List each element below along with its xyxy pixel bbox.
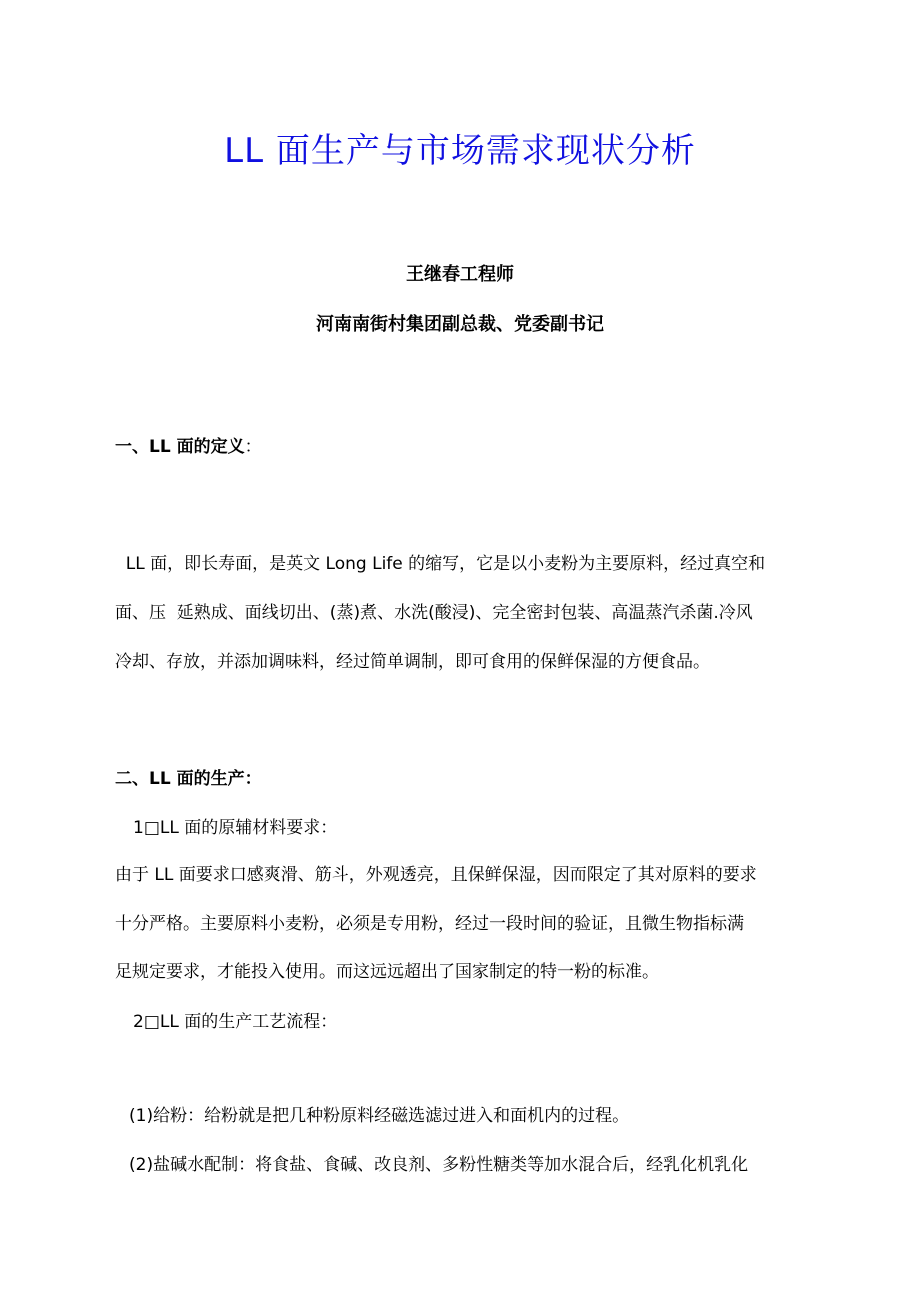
section-heading-definition [115, 434, 262, 460]
subsection-label: 1□LL 面的原辅材料要求： [133, 818, 338, 838]
paragraph-line: LL 面，即长寿面，是英文 Long Life 的缩写，它是以小麦粉为主要原料，经过真空和 [115, 554, 766, 574]
paragraph-line: 足规定要求，才能投入使用。而这远远超出了国家制定的特一粉的标准。 [115, 962, 659, 982]
process-step: (2)盐碱水配制：将食盐、食碱、改良剂、多粉性糖类等加水混合后，经乳化机乳化 [129, 1155, 749, 1175]
paragraph-line: 面、压 延熟成、面线切出、(蒸)煮、水洗(酸浸)、完全密封包装、高温蒸汽杀菌.冷风 [115, 603, 753, 623]
author-affiliation: 河南南街村集团副总裁、党委副书记 [316, 314, 604, 335]
process-step: (1)给粉：给粉就是把几种粉原料经磁选滤过进入和面机内的过程。 [129, 1106, 630, 1126]
section-heading-text: 一、LL 面的定义 [115, 437, 245, 457]
document-title: LL 面生产与市场需求现状分析 [224, 131, 696, 171]
paragraph-line: 由于 LL 面要求口感爽滑、筋斗，外观透亮，且保鲜保湿，因而限定了其对原料的要求 [115, 865, 757, 885]
section-heading-colon: ： [244, 437, 262, 457]
paragraph-line: 冷却、存放，并添加调味料，经过简单调制，即可食用的保鲜保湿的方便食品。 [115, 652, 710, 672]
paragraph-line: 十分严格。主要原料小麦粉，必须是专用粉，经过一段时间的验证，且微生物指标满 [115, 914, 744, 934]
subsection-label: 2□LL 面的生产工艺流程： [133, 1012, 338, 1032]
section-heading-production: 二、LL 面的生产： [115, 769, 262, 789]
author-name: 王继春工程师 [406, 264, 514, 285]
